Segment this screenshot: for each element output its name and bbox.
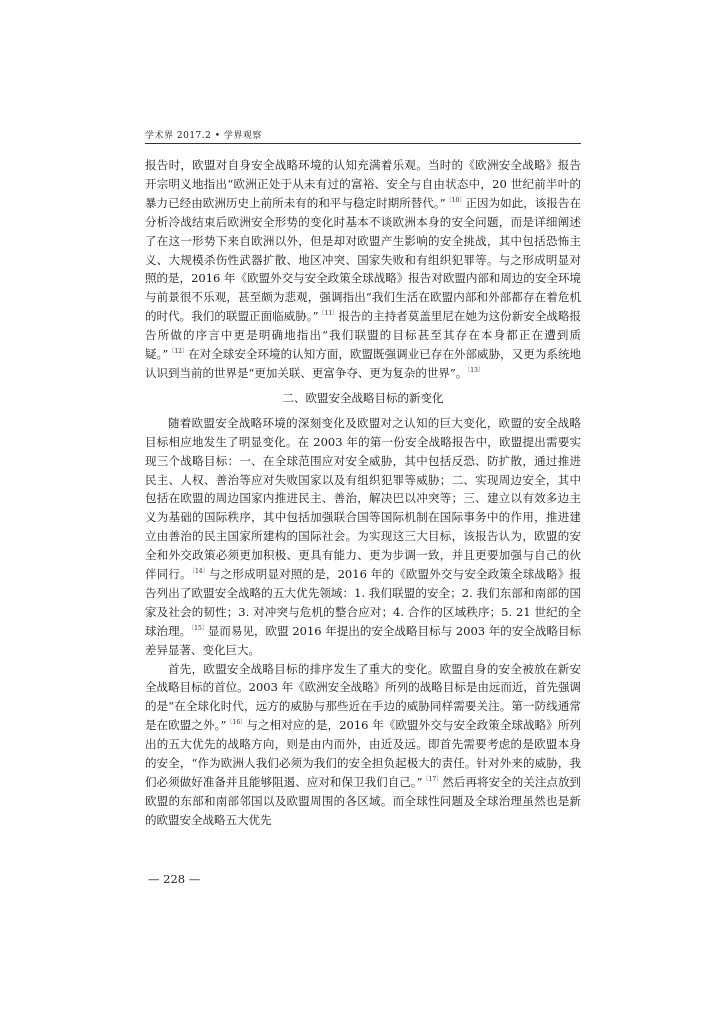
footnote-marker: 〔15〕 (191, 624, 208, 632)
section-heading: 二、欧盟安全战略目标的新变化 (282, 390, 444, 405)
paragraph-text: 报告的主持者莫盖里尼在她为这份新安全战略报告所做的序言中更是明确地指出“我们联盟的目标甚至其存在本身都正在遭到质疑。” (145, 309, 581, 362)
paragraph-text: 报告时，欧盟对自身安全战略环境的认知充满着乐观。当时的《欧洲安全战略》报告开宗明义地指出“欧洲正处于从未有过的富裕、安全与自由状态中，20 世纪前半叶的暴力已经由欧洲历史上前所未有的和平与稳定时期所替代。” (145, 158, 581, 210)
paragraph-text: 正因为如此，该报告在分析冷战结束后欧洲安全形势的变化时基本不谈欧洲本身的安全问题，而是详细阐述了在这一形势下来自欧洲以外，但是却对欧盟产生影响的安全挑战，其中包括恐怖主义、大规模杀伤性武器扩散、地区冲突、国家失败和有组织犯罪等。与之形成明显对照的是，2016 年《欧盟外交与安全政策全球战略》报告对欧盟内部和周边的安全环境与前景很不乐观，甚至颇为悲观，强调指出“我们生活在欧盟内部和外部都存在着危机的时代。我们的联盟正面临威胁。” (145, 195, 581, 324)
paragraph-text: 在对全球安全环境的认知方面，欧盟既强调业已存在外部威胁，又更为系统地认识到当前的世界是“更加关联、更富争夺、更为复杂的世界”。 (145, 347, 581, 380)
body-paragraph (145, 414, 581, 660)
footnote-marker: 〔12〕 (168, 348, 189, 356)
body-paragraph (145, 660, 581, 830)
footnote-marker: 〔16〕 (226, 719, 247, 727)
paragraph-text: 与之形成明显对照的是，2016 年的《欧盟外交与安全政策全球战略》报告列出了欧盟安全战略的五大优先领域：1. 我们联盟的安全；2. 我们东部和南部的国家及社会的韧性；3. 对冲突与危机的整合应对；4. 合作的区域秩序；5. 21 世纪的全球治理。 (145, 567, 582, 638)
footnote-marker: 〔10〕 (445, 196, 466, 204)
page-number: — 228 — (148, 872, 201, 886)
paragraph-text: 与之相对应的是，2016 年《欧盟外交与安全政策全球战略》所列出的五大优先的战略方向，则是由内而外，由近及远。即首先需要考虑的是欧盟本身的安全，“作为欧洲人我们必须为我们的安全担负起极大的责任。针对外来的威胁，我们必须做好准备并且能够阻遏、应对和保卫我们自己。” (145, 718, 581, 789)
article-body (145, 156, 581, 830)
footnote-marker: 〔17〕 (422, 776, 443, 783)
body-paragraph (145, 156, 581, 383)
running-header: 学术界 2017.2 • 学界观察 (145, 131, 262, 141)
footnote-marker: 〔11〕 (318, 310, 339, 318)
header-rule (145, 143, 581, 144)
paragraph-text: 然后再将安全的关注点放到欧盟的东部和南部邻国以及欧盟周围的各区域。而全球性问题及全球治理虽然也是新的欧盟安全战略五大优先 (145, 775, 581, 827)
footnote-marker: 〔14〕 (191, 568, 209, 576)
paragraph-text: 显而易见，欧盟 2016 年提出的安全战略目标与 2003 年的安全战略目标差异显著、变化巨大。 (145, 623, 582, 657)
paragraph-text: 首先，欧盟安全战略目标的排序发生了重大的变化。欧盟自身的安全被放在新安全战略目标的首位。2003 年《欧洲安全战略》所列的战略目标是由远而近，首先强调的是“在全球化时代，远方的威胁与那些近在手边的威胁同样需要关注。第一防线通常是在欧盟之外。” (145, 661, 581, 733)
footnote-marker: 〔13〕 (467, 366, 484, 374)
paragraph-text: 随着欧盟安全战略环境的深刻变化及欧盟对之认知的巨大变化，欧盟的安全战略目标相应地发生了明显变化。在 2003 年的第一份安全战略报告中，欧盟提出需要实现三个战略目标：一、在全球范围应对安全威胁，其中包括反恐、防扩散，通过推进民主、人权、善治等应对失败国家以及有组织犯罪等威胁；二、实现周边安全，其中包括在欧盟的周边国家内推进民主、善治，解决巴以冲突等；三、建立以有效多边主义为基础的国际秩序，其中包括加强联合国等国际机制在国际事务中的作用，推进建立由善治的民主国家所建构的国际社会。为实现这三大目标，该报告认为，欧盟的安全和外交政策必须更加积极、更具有能力、更为步调一致，并且更要加强与自己的伙伴同行。 (145, 415, 581, 582)
